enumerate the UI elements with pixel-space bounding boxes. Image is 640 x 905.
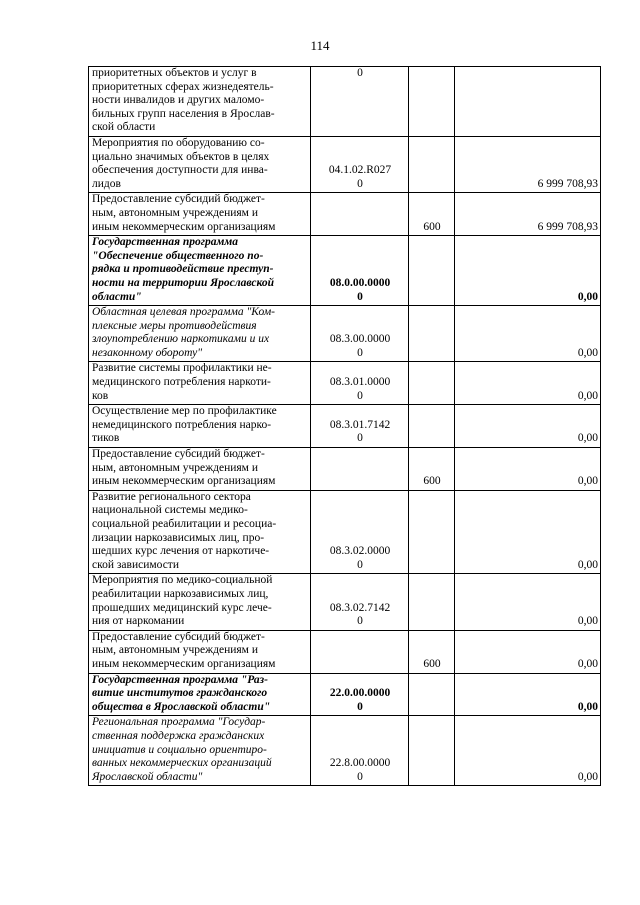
row-code-cell: [311, 673, 409, 716]
row-name-cell: [89, 673, 311, 716]
row-sum-cell: [455, 306, 601, 362]
row-code-cell: [311, 490, 409, 574]
table-row: [89, 630, 601, 673]
row-code-cell-text: 0: [357, 67, 363, 79]
row-sum-cell: [455, 67, 601, 137]
row-sum-cell-text: 0,00: [577, 770, 598, 783]
row-code-cell: [311, 136, 409, 192]
row-name-cell-text: Государственная программа "Раз- витие институтов гражданского общества в Ярославской области": [92, 673, 271, 713]
page-number: 114: [310, 38, 330, 53]
row-sum-cell: [455, 574, 601, 630]
row-name-cell-text: Развитие системы профилактики не- медицинского потребления наркоти- ков: [92, 362, 272, 402]
row-expense-type-cell-text: 600: [423, 657, 441, 670]
row-name-cell: [89, 136, 311, 192]
row-name-cell: [89, 405, 311, 448]
row-expense-type-cell: [409, 673, 455, 716]
row-sum-cell: [455, 405, 601, 448]
row-sum-cell-text: 0,00: [577, 558, 598, 571]
table-row: [89, 67, 601, 137]
row-code-cell: [311, 67, 409, 137]
row-name-cell-text: Государственная программа "Обеспечение общественного по- рядка и противодействие преступ- ности на территории Ярославской области": [92, 236, 275, 303]
row-sum-cell: [455, 448, 601, 491]
budget-table: [88, 66, 601, 786]
row-code-cell: [311, 630, 409, 673]
row-expense-type-cell: [409, 136, 455, 192]
row-expense-type-cell: [409, 236, 455, 306]
row-code-cell-text: 04.1.02.R027 0: [328, 164, 392, 190]
row-expense-type-cell: [409, 574, 455, 630]
row-name-cell-text: Мероприятия по медико-социальной реабилитации наркозависимых лиц, прошедших медицинский курс лече- ния от наркомании: [92, 574, 273, 628]
table-row: [89, 448, 601, 491]
row-code-cell: [311, 574, 409, 630]
row-sum-cell-text: 0,00: [577, 475, 598, 488]
row-name-cell: [89, 193, 311, 236]
row-expense-type-cell: [409, 306, 455, 362]
row-expense-type-cell-text: 600: [423, 475, 441, 488]
row-expense-type-cell: [409, 630, 455, 673]
table-row: [89, 136, 601, 192]
row-code-cell-text: 08.3.00.0000 0: [329, 333, 391, 359]
row-sum-cell: [455, 362, 601, 405]
row-expense-type-cell-text: 600: [423, 220, 441, 233]
row-code-cell: [311, 362, 409, 405]
row-code-cell-text: 22.8.00.0000 0: [329, 757, 391, 783]
row-name-cell: [89, 448, 311, 491]
row-sum-cell-text: 0,00: [577, 346, 598, 359]
row-name-cell: [89, 630, 311, 673]
row-name-cell-text: Предоставление субсидий бюджет- ным, автономным учреждениям и иным некоммерческим организациям: [92, 193, 276, 233]
row-code-cell-text: 08.3.02.7142 0: [329, 601, 391, 628]
row-code-cell: [311, 716, 409, 786]
row-code-cell-text: 08.0.00.0000 0: [329, 276, 391, 303]
row-name-cell: [89, 490, 311, 574]
row-sum-cell: [455, 136, 601, 192]
row-name-cell-text: Развитие регионального сектора национальной системы медико- социальной реабилитации и ресоциа- лизации наркозависимых лиц, про- шедших курс лечения от наркотиче- ской зависимости: [92, 490, 277, 571]
table-row: [89, 306, 601, 362]
row-name-cell-text: Предоставление субсидий бюджет- ным, автономным учреждениям и иным некоммерческим организациям: [92, 448, 276, 488]
table-row: [89, 574, 601, 630]
row-code-cell: [311, 236, 409, 306]
row-name-cell: [89, 716, 311, 786]
row-sum-cell-text: 0,00: [577, 615, 598, 628]
row-sum-cell-text: 0,00: [577, 700, 598, 713]
row-sum-cell-text: 0,00: [577, 657, 598, 670]
row-sum-cell: [455, 630, 601, 673]
row-sum-cell-text: 0,00: [577, 389, 598, 402]
row-sum-cell: [455, 236, 601, 306]
table-row: [89, 673, 601, 716]
row-name-cell-text: Областная целевая программа "Ком- плексные меры противодействия злоупотреблению наркотиками и их незаконному обороту": [92, 306, 275, 359]
row-expense-type-cell: [409, 362, 455, 405]
row-code-cell: [311, 193, 409, 236]
row-name-cell: [89, 67, 311, 137]
row-code-cell-text: 08.3.02.0000 0: [329, 545, 391, 571]
row-name-cell: [89, 306, 311, 362]
row-sum-cell: [455, 193, 601, 236]
table-row: [89, 362, 601, 405]
row-code-cell-text: 22.0.00.0000 0: [329, 687, 391, 713]
row-name-cell-text: Региональная программа "Государ- ственная поддержка гражданских инициатив и социально ориентиро- ванных некоммерческих организаций Ярославской области": [92, 716, 272, 783]
row-name-cell-text: Мероприятия по оборудованию со- циально значимых объектов в целях обеспечения доступности для инва- лидов: [92, 136, 270, 190]
row-name-cell: [89, 236, 311, 306]
table-row: [89, 405, 601, 448]
table-row: [89, 490, 601, 574]
row-code-cell: [311, 448, 409, 491]
row-name-cell: [89, 574, 311, 630]
row-sum-cell: [455, 716, 601, 786]
table-row: [89, 193, 601, 236]
row-expense-type-cell: [409, 67, 455, 137]
row-code-cell: [311, 306, 409, 362]
row-name-cell-text: Предоставление субсидий бюджет- ным, автономным учреждениям и иным некоммерческим организациям: [92, 630, 276, 670]
row-expense-type-cell: [409, 716, 455, 786]
row-name-cell: [89, 362, 311, 405]
budget-table-body: [89, 67, 601, 786]
row-expense-type-cell: [409, 193, 455, 236]
row-sum-cell-text: 6 999 708,93: [537, 220, 598, 233]
table-row: [89, 716, 601, 786]
row-sum-cell: [455, 673, 601, 716]
row-sum-cell: [455, 490, 601, 574]
row-code-cell-text: 08.3.01.0000 0: [329, 376, 391, 402]
row-sum-cell-text: 6 999 708,93: [537, 177, 598, 190]
row-name-cell-text: приоритетных объектов и услуг в приоритетных сферах жизнедеятель- ности инвалидов и других маломо- бильных групп населения в Ярослав- ской области: [92, 67, 275, 134]
row-code-cell-text: 08.3.01.7142 0: [329, 418, 391, 445]
row-code-cell: [311, 405, 409, 448]
table-row: [89, 236, 601, 306]
row-expense-type-cell: [409, 448, 455, 491]
row-name-cell-text: Осуществление мер по профилактике немедицинского потребления нарко- тиков: [92, 405, 277, 445]
row-expense-type-cell: [409, 405, 455, 448]
row-sum-cell-text: 0,00: [577, 290, 598, 303]
row-expense-type-cell: [409, 490, 455, 574]
row-sum-cell-text: 0,00: [577, 432, 598, 445]
